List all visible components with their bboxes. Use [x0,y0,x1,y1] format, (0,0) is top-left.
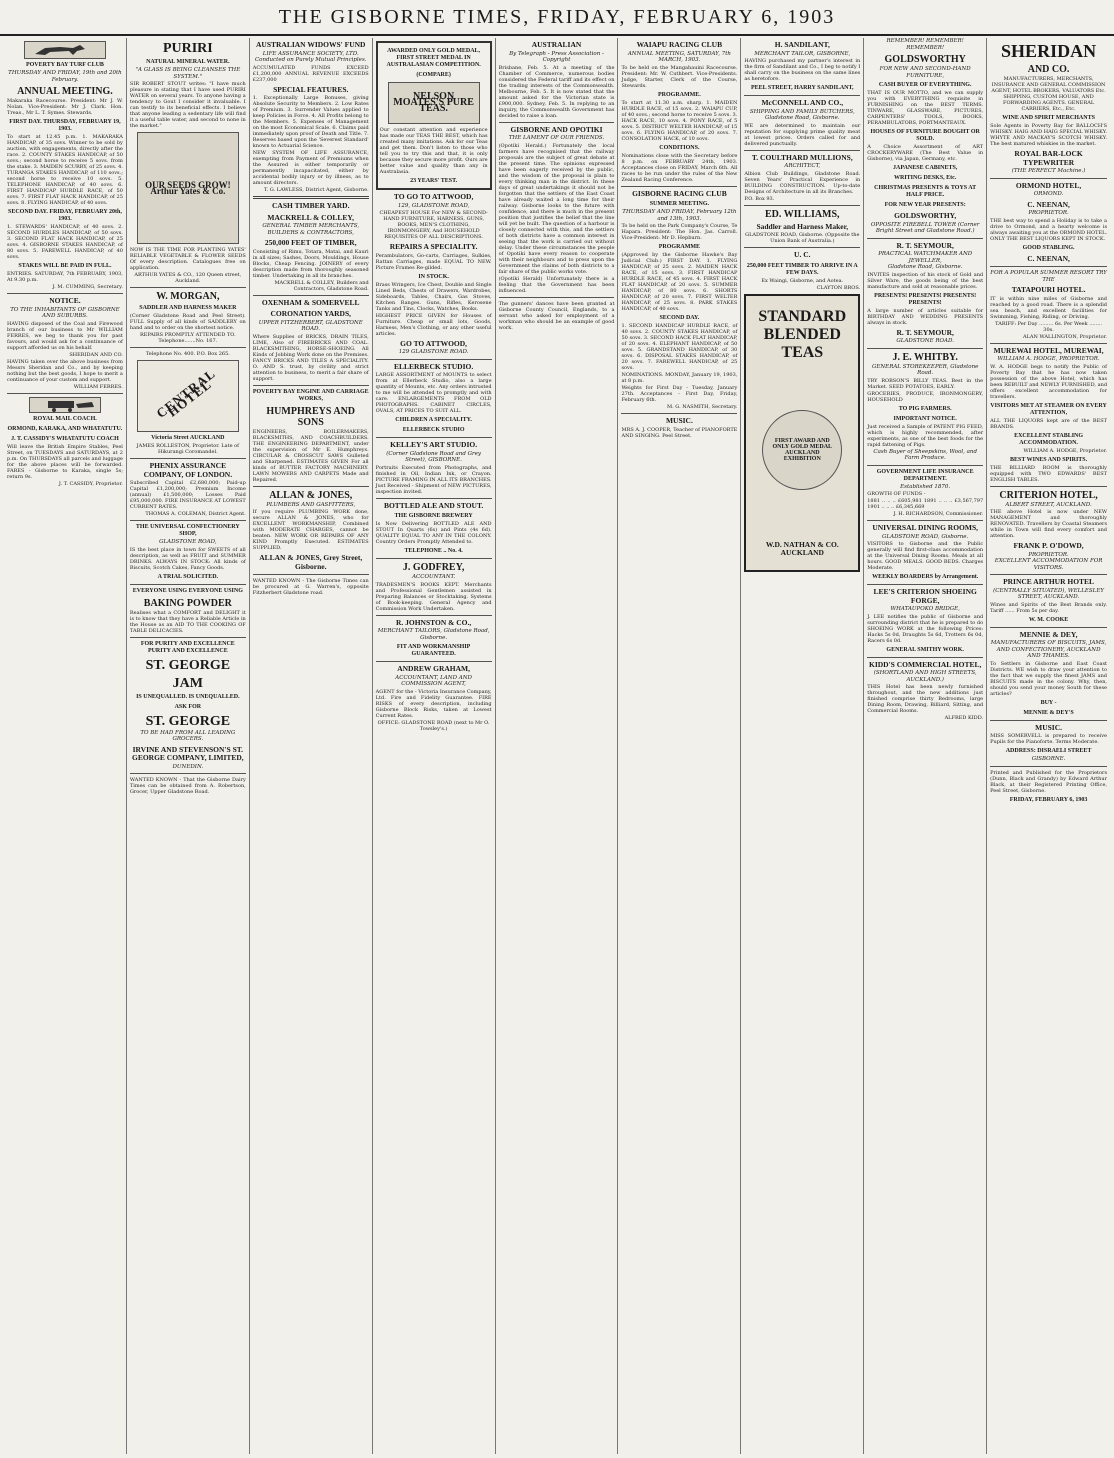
sandilant-title: H. SANDILANT, [774,40,830,49]
bottled-ale-title: BOTTLED ALE AND STOUT. [383,500,484,510]
coronation-address: UPPER FITZHERBERT, GLADSTONE ROAD. [258,319,363,332]
baking-powder-title: BAKING POWDER [143,597,232,609]
nelson-award-box: AWARDED ONLY GOLD MEDAL, FIRST STREET MEDAL IN AUSTRALASIAN COMPETITION. [386,48,481,68]
mennie-dey-body: To Settlers in Gisborne and East Coast Districts. WE wish to draw your attention to the fact that we supply the finest JAMS and BISCUITS made in the colony. Why, then, should you send your money South for these articles? [990,660,1108,697]
sandilant-subtitle: MERCHANT TAILOR, GISBORNE, [754,50,851,57]
murewai-body: W. A. HODGE begs to notify the Public of Poverty Bay that he has now taken possession of the above Hotel, which has been REBUILT and NEWLY FURNISHED, and offers excellent accommodation for travellers. [990,363,1108,400]
seymour-address: Gladstone Road, Gisborne. [887,264,963,270]
tatapouri-title: TATAPOURI HOTEL. [1011,285,1086,294]
seymour-body-2: A large number of articles suitable for BIRTHDAY AND WEDDING PRESENTS always in stock. [867,307,984,326]
ellerbeck-title: ELLERBECK STUDIO. [394,361,474,371]
kidds-hotel-title: KIDD'S COMMERCIAL HOTEL, [869,659,982,669]
purity-heading: FOR PURITY AND EXCELLENCE PURITY AND EXCELLENCE [140,640,235,654]
turf-secretary: J. M. CUMMING, Secretary. [52,284,123,290]
wanted-notice: WANTED KNOWN - That the Gisborne Dairy Times can be obtained from A. Robertson, Grocer, Upper Gladstone Road. [129,777,246,795]
whitby-cash: Cash Buyer of Sheepskins, Wool, and Farm Produce. [873,448,977,461]
tea-maker: W.D. NATHAN & CO. AUCKLAND [765,539,839,557]
criterion-body: THE above Hotel is now under NEW MANAGEMENT and thoroughly RENOVATED. Travellers by Coastal Steamers while in Town will find every comfort and attention. [990,509,1108,539]
timber-signature: MACKRELL & COLLEY, Builders and Contractors, Gladstone Road. [274,279,369,292]
coach-body: Will leave the British Empire Stables, Peel Street, on TUESDAYS and SATURDAYS, at 2 p.m. On THURSDAYS all parcels and luggage for the above places will be forwarded. FARES - Gisborne to Karaka, single 5s; return 9s. [7,443,123,480]
mullions-body: Albion Club Buildings, Gladstone Road. Seven Years' Practical Experience in BUILDING CONSTRUCTION. Up-to-date Designs of Architecture in all its Branches. [744,170,861,195]
kelleys-body: Portraits Executed from Photographs, and finished in Oil, Indian Ink, or Crayon. PICTURE FRAMING IN ALL ITS BRANCHES. Just Received - Shipment of NEW PICTURES, inspection invited. [375,464,492,495]
universal-title: THE UNIVERSAL CONFECTIONERY SHOP, [135,524,240,537]
graham-body: AGENT for the - Victoria Insurance Company, Ltd. Fire and Fidelity Guarantee. FIRE RISKS of every description, including Gisborne Block Risks, taken at Lowest Current Rates. [375,688,492,719]
australian-news-title: AUSTRALIAN [531,40,582,49]
seymour-title-2: R. T. SEYMOUR, [896,327,954,337]
ellerbeck-body: LARGE ASSORTMENT of MOUNTS to select from at Ellerbeck Studio, also a large quantity of Mounts, etc. Any orders intrusted to me will be attended to promptly and with care. ENLARGEMENTS FROM OLD PHOTOGRAPHS. CABINET CIRCLES, OVALS, AT PRICES TO SUIT ALL. [375,372,492,414]
notice-subheading: TO THE INHABITANTS OF GISBORNE AND SUBURBS. [10,306,120,319]
ormond-town: ORMOND. [1033,191,1064,197]
remember-line-1: REMEMBER! REMEMBER! [886,38,964,44]
government-insurance-title: GOVERNMENT LIFE INSURANCE DEPARTMENT. [876,468,974,482]
cash-timber-yard-title: CASH TIMBER YARD. [272,201,350,210]
johnston-title: R. JOHNSTON & CO., [395,617,472,627]
ellerbeck-title-2: ELLERBECK STUDIO [402,427,465,433]
general-smithy: GENERAL SMITHY WORK. [886,646,964,653]
clayton-signature: CLAYTON BROS. [816,284,861,291]
first-day-races: To start at 12.45 p.m. 1. MAKARAKA HANDICAP, of 35 sovs. Winner to be sold by auction, with engagements, directly after the race. 2. COUNTY STAKES HANDICAP, of 50 sovs.; second horse to receive 5 sovs. from the stake. 3. MAIDEN SCURRY, of 25 sovs. 4. TURANGA STAKES HANDICAP, of 110 sovs.; second horse to receive 10 sovs. 5. TELEPHONE HANDICAP, of 40 sovs. 6. FIRST HANDICAP HURDLE RACE, of 50 sovs. 7. FIRST FLAT HACK HANDICAP, of 25 sovs. 8. FLYING HANDICAP, of 40 sovs. [7,134,123,206]
nelson-years-test: 23 YEARS' TEST. [410,178,458,184]
printers-imprint: Printed and Published for the Proprietors (Dunn, Black and Grandy) by Edward Arthur Black, at their Registered Printing Office, Peel Street, Gisborne. [990,769,1108,794]
frank-odowd-title: FRANK P. O'DOWD, [1013,541,1084,550]
oxenham-title: OXENHAM & SOMERVELL [261,297,360,307]
column-1 [4,38,127,1454]
column-4 [373,38,496,1454]
ormond-body: THE best way to spend a Holiday is to take a drive to Ormond, and a hearty welcome is always awaiting you at the ORMOND HOTEL. ONLY THE BEST LIQUORS KEPT IN STOCK. [990,217,1108,242]
goldsworthy-subtitle: FOR NEW AND SECOND-HAND FURNITURE, [879,66,971,79]
uc-heading: U. C. [794,250,811,259]
irvine-address: DUNEDIN. [172,763,204,770]
australian-widows-title: AUSTRALIAN WIDOWS' FUND [255,40,366,49]
universal-body: IS the best place in town for SWEETS of all description, as well as FRUIT and SUMMER DRINKS. ALWAYS IN STOCK: All kinds of Biscuits, Scotch Cakes, Fancy Goods. [129,546,246,571]
attwood-title-2: GO TO ATTWOOD, [400,338,468,348]
hodge-proprietor: WILLIAM A. HODGE, PROPRIETOR. [997,356,1100,362]
column-7 [741,38,864,1454]
bottled-body: Is Now Delivering BOTTLED ALE AND STOUT In Quarts (6s) and Pints (4s 6d). QUALITY EQUAL TO ANY IN THE COLONY. Country Orders Promptly Attended to. [375,521,492,545]
summer-date: THURSDAY AND FRIDAY, February 12th and 13th, 1903. [622,209,737,222]
phenix-signature: THOMAS A. COLEMAN, District Agent. [145,511,246,517]
prince-arthur-body: Wines and Spirits of the Best Brands only. Tariff ...... From 5s per day. [990,601,1108,614]
gisborne-opotiki-title: GISBORNE AND OPOTIKI [510,124,603,134]
nelson-logo [388,82,480,124]
allan-jones-body: If you require PLUMBING WORK done, secure ALLAN & JONES, who for EXCELLENT WORKMANSHIP, Combined with MODERATE CHARGES, cannot be beaten. NEW WORK OR REPAIRS OF ANY KIND Promptly Executed. ESTIMATES SUPPLIED. [252,509,369,551]
allan-jones-title: ALLAN & JONES, [269,489,353,501]
neenan-subtitle: PROPRIETOR. [1028,210,1069,216]
universal-signature: A TRIAL SOLICITED. [157,573,219,580]
second-day-heading: SECOND DAY. FRIDAY, FEBRUARY 20th, 1903. [8,209,122,222]
japanese-cabinets: JAPANESE CABINETS, [893,165,958,171]
nelson-body: Our constant attention and experience has made our TEAS THE BEST, which has created many imitations. Ask for our Teas and get them. Don't listen to those who tell you to try this and that, it is only because they secure more profit. Ours are better value and quality than any in Australasia. [379,127,488,175]
lees-forge-address: WHATAUPOKO BRIDGE, [890,606,960,612]
music-body-2: MISS SOMERVELL is prepared to receive Pupils for the Pianoforte. Terms Moderate. [990,733,1108,745]
grocers-text: TO BE HAD FROM ALL LEADING GROCERS. [140,729,236,742]
central-telephone: Telephone No. 400. P.O. Box 265. [145,351,230,357]
mcconnell-body: WE are determined to maintain our reputation for supplying prime quality meat at lowest prices. Orders called for and delivered punctually. [744,122,861,147]
annual-meeting-title: ANNUAL MEETING. [17,86,113,97]
special-features-list: 1. Exceptionally Large Bonuses, giving Absolute Security to Members. 2. Low Rates of Premium. 3. Surrender Values applied to keep Policies in Force. 4. All Profits belong to the Members. 5. Expenses of Management on the most Economical Scale. 6. Claims paid immediately upon proof of Death and Title. 7. Reserves based upon the 'Severest Standard' known to Actuarial Science. [252,95,369,149]
australian-widows-agent: T. G. LAWLESS, District Agent, Gisborne. [264,187,369,193]
growth-rows: 1881 .. .. .. £605,981 1891 .. .. .. £3,567,797 1901 .. .. .. £6,345,669 [867,498,984,510]
godfrey-title: J. GODFREY, [402,562,465,573]
whitby-body: TRY ROBSON'S BILLY TEAS. Best in the Market. SEED POTATOES, EARLY. [867,377,984,390]
tea-award-medal [762,410,842,490]
neenan-title: C. NEENAN, [1027,199,1070,209]
coronation-body: Where Supplies of BRICKS, DRAIN TILES, LIME, Also of FIREBRICKS AND COAL. BLACKSMITHING, HORSE-SHOEING. All Kinds of Jobbing Work done on the Premises. FANCY BRICKS AND TILES A SPECIALITY. O. AND S. trust, by civility and strict attention to business, to merit a fair share of support. [252,333,369,382]
unequalled-text: IS UNEQUALLED. IS UNEQUALLED. [136,693,240,700]
morgan-subtitle: SADDLER AND HARNESS MAKER [139,305,237,311]
coach-title: ROYAL MAIL COACH. [33,415,97,422]
summer-meeting: SUMMER MEETING. [649,201,710,207]
government-signature: J. H. RICHARDSON, Commissioner. [893,511,984,517]
excellent-accommodation: EXCELLENT ACCOMMODATION FOR VISITORS. [994,558,1103,571]
first-day-heading: FIRST DAY. THURSDAY, FEBRUARY 19, 1903. [9,119,121,132]
mcconnell-title: McCONNELL AND CO., [761,98,844,107]
masthead [0,0,1114,36]
st-george-title-2: ST. GEORGE [145,713,231,729]
pig-farmers: TO PIG FARMERS. [898,405,952,412]
australian-widows-body: NEW SYSTEM OF LIFE ASSURANCE, exempting from Payment of Premiums when the Assured is either temporarily or permanently incapacitated, either by accidental bodily injury or by illness, as to amount directors. [252,150,369,186]
central-address: Victoria Street AUCKLAND [151,435,225,441]
lees-forge-title: LEE'S CRITERION SHOEING FORGE, [873,587,977,605]
standard-blended-teas-ad [744,294,860,572]
columns [4,38,1110,1454]
writing-desks: WRITING DESKS, Etc. [894,175,957,181]
waiapu-title: WAIAPU RACING CLUB [636,40,723,49]
prince-arthur-title: PRINCE ARTHUR HOTEL [1003,577,1095,586]
lees-forge-body: J. LEE notifies the public of Gisborne and surrounding district that he is prepared to do SHOEING WORK at the following Prices: Hacks 5s 0d, Draughts 5s 6d, Trotters 6s 0d, Racers 6s 0d. [867,613,984,644]
repairs-heading: REPAIRS A SPECIALITY. [389,242,478,251]
clayton-body: Ex Waingi, Gisborne, and Aotea. [761,277,844,284]
coach-route: ORMOND, KARAKA, AND WHATATUTU. [7,425,123,432]
special-features-heading: SPECIAL FEATURES. [273,84,349,94]
notice-heading: NOTICE. [49,296,81,305]
new-year-presents: FOR NEW YEAR PRESENTS: [884,202,966,208]
nelson-logo-text: NELSON MOATES'S PURE TEAS. [393,91,474,114]
column-9 [987,38,1110,1454]
baking-body: Realises what a COMFORT and DELIGHT it is to know that they have a Reliable Article in the House as an AID TO THE COOKING OF TABLE DELICACIES. [129,609,246,634]
whitby-subtitle: GENERAL STOREKEEPER, Gladstone Road. [871,363,979,376]
kelleys-title: KELLEY'S ART STUDIO. [390,440,478,449]
bottled-telephone: TELEPHONE .. No. 4. [404,548,463,554]
houses-of-furniture: HOUSES OF FURNITURE BOUGHT OR SOLD. [870,129,980,142]
poverty-bay-engine-title: POVERTY BAY ENGINE AND CARRIAGE WORKS, [252,388,369,402]
gisborne-racing-title: GISBORNE RACING CLUB [632,188,727,198]
sandilant-body: HAVING purchased my partner's interest in the firm of Sandilant and Co., I beg to notify I shall carry on the business on the same lines as heretofore. [744,58,861,82]
goldsworthy-cash: CASH BUYER OF EVERYTHING. [878,82,972,88]
johnston-subtitle: MERCHANT TAILORS, Gladstone Road, Gisborne. [377,628,490,641]
mackrell-subtitle: GENERAL TIMBER MERCHANTS, BUILDERS & CONTRACTORS, [262,223,360,236]
programme-heading: PROGRAMME [658,244,701,250]
attwood-address: 129, GLADSTONE ROAD, [397,202,470,209]
allan-jones-subtitle: PLUMBERS AND GASFITTERS, [266,501,356,508]
stakes-notice: STAKES WILL BE PAID IN FULL. [18,263,112,269]
sheridan-title: SHERIDAN [1001,41,1097,61]
seeds-address: ARTHUR YATES & CO., 120 Queen street, Auckland. [134,272,242,284]
waiapu-body: To be held on the Mangahauini Racecourse. President: Mr. W. Cuthbert. Vice-Presidents. Judge, Starter, Clerk of the Course, Stewards. [621,64,738,89]
liquors-brands: ALL THE LIQUORS kept are of the BEST BRANDS. [990,417,1108,430]
music-note: The gunners' dances have been granted at Gisborne County Council, Englands, to a servant who asked for employment of a workman who should be an example of good work. [498,300,615,331]
goldsworthy-choice: A Choice Assortment of ART CROCKERYWARE (The Best Value in Gisborne), via Japan, Germany, etc. [867,144,984,162]
important-notice: IMPORTANT NOTICE. [893,415,957,422]
sheridan-body-2: Sole Agents in Poverty Bay for BALLOCH'S WHISKY. HAIG AND HAIG SPECIAL WHISKY. WHYTE AND MACKAY'S SCOTCH WHISKY. The best matured whiskies in the market. [990,123,1108,147]
timber-body: Consisting of Rimu, Totara, Matai, and Kauri in all sizes; Sashes, Doors, Mouldings, House Blocks, Cheap Fencing. JOINERY of every description made from thoroughly seasoned timber. Undertaking in all its branches. [252,248,369,279]
phenix-title: PHENIX ASSURANCE COMPANY, OF LONDON. [143,461,233,479]
coronation-yards-title: CORONATION YARDS, [270,309,352,318]
conditions-heading: CONDITIONS. [659,144,700,151]
tea-award-text: FIRST AWARD AND ONLY GOLD MEDAL AUCKLAND EXHIBITION [772,438,833,462]
tatapouri-signature: ALAN WALLINGTON, Proprietor. [1022,333,1108,340]
williams-title: ED. WILLIAMS, [765,208,840,220]
remember-line-2: REMEMBER! [906,44,945,51]
mcconnell-subtitle: SHIPPING AND FAMILY BUTCHERS, Gladstone Road, Gisborne. [749,108,855,121]
murewai-title: MUREWAI HOTEL, MUREWAI, [993,345,1104,355]
second-day-body: 1. SECOND HANDICAP HURDLE RACE, of 40 sovs. 2. COUNTY STAKES HANDICAP, of 50 sovs. 3. SECOND HACK FLAT HANDICAP, of 20 sovs. 4. ELEPHANT HANDICAP, of 50 sovs. 5. GRANDSTAND HANDICAP, of 30 sovs. 6. DISPOSAL STAKES HANDICAP, of 20 sovs. 7. FAREWELL HANDICAP, of 25 sovs. [621,323,738,371]
mennie-dey-title-2: MENNIE & DEY'S [1023,709,1074,716]
turf-club-title: POVERTY BAY TURF CLUB [25,62,104,68]
williams-subtitle: Saddler and Harness Maker, [756,221,849,231]
whitby-title: J. E. WHITBY. [892,351,958,363]
neenan-title-2: C. NEENAN, [1027,253,1070,263]
nelson-tea-ad [376,41,492,190]
central-hotel-banner-text: CENTRAL HOTEL [153,365,219,421]
irvine-title: IRVINE AND STEVENSON'S ST. GEORGE COMPANY, LIMITED, [131,744,244,762]
in-stock-heading: IN STOCK. [418,273,449,280]
allan-jones-signature: ALLAN & JONES, Grey Street, Gisborne. [259,553,363,571]
timber-feet-heading: 250,000 FEET OF TIMBER, [264,238,357,247]
hodge-signature: WILLIAM A. HODGE, Proprietor. [1023,447,1108,454]
visitors-met: VISITORS MET AT STEAMER ON EVERY ATTENTION, [990,402,1107,416]
cooke-signature: W. M. COOKE [1028,616,1069,623]
puriri-quote: "A GLASS IS BEING CLEANSES THE SYSTEM." [135,67,241,80]
masthead-title: THE GISBORNE TIMES, FRIDAY, FEBRUARY 6, 1903 [278,5,836,28]
footer-date: FRIDAY, FEBRUARY 6, 1903 [1009,796,1088,803]
column-8 [864,38,987,1454]
universal-dining-body: VISITORS to Gisborne and the Public generally will find first-class accommodation at the Universal Dining Rooms. Meals at all hours. GOOD MEALS. GOOD BEDS. Charges Moderate. [867,541,984,571]
yates-seeds-art-text: OUR SEEDS GROW! Arthur Yates & Co. [145,180,231,196]
prince-arthur-address: (CENTRALLY SITUATED), WELLESLEY STREET, AUCKLAND. [993,587,1104,600]
sheridan-body: MANUFACTURERS, MERCHANTS, INSURANCE AND GENERAL COMMISSION AGENT, HOTEL BROKERS, VALUATORS Etc. SHIPPING, CUSTOM HOUSE, AND FORWARDING AGENTS. GENERAL CARRIERS, Etc., Etc. [991,76,1106,112]
programme-body: (Approved by the Gisborne Hawke's Bay Judicial Club.) FIRST DAY. 1. FLYING HANDICAP, of 25 sovs. 2. MAIDEN HACK RACE, of 15 sovs. 3. FIRST HANDICAP HURDLE RACE, of 45 sovs. 4. FIRST HACK FLAT HANDICAP, of 20 sovs. 5. SUMMER HANDICAP, of 80 sovs. 6. SHORTS HANDICAP, of 20 sovs. 7. FIRST WELTER HANDICAP, of 25 sovs. 8. PARK STAKES HANDICAP, of 40 sovs. [621,252,738,312]
seeds-body: NOW IS THE TIME FOR PLANTING YATES' RELIABLE VEGETABLE & FLOWER SEEDS Of every description. Catalogues free on application. [129,247,246,271]
ask-for-text: ASK FOR [174,703,202,710]
nominations: NOMINATIONS. MONDAY, January 19, 1903, at 8 p.m. [621,372,738,384]
column-3 [250,38,373,1454]
seymour-body: INVITES inspection of his stock of Gold and Silver Ware, the goods being of the best manufacture and sold at reasonable prices. [867,271,984,290]
yates-seeds-illustration [137,132,239,244]
godfrey-subtitle: ACCOUNTANT. [412,574,456,580]
central-proprietor: JAMES ROLLESTON, Proprietor. Late of Hikurangi Coromandel. [136,443,239,455]
universal-address: GLADSTONE ROAD, [159,539,217,545]
australian-news-body: Brisbane, Feb. 5. At a meeting of the Chamber of Commerce, numerous bodies considered the Federal tariff and its effect on the trading interests of the Commonwealth. Melbourne, Feb. 5. It is now stated that the amount asked for the Victorian state is £900,000. Sydney, Feb. 5. In replying to an inquiry, the Commonwealth Government has decided to raise a loan. [498,64,615,119]
goldsworthy-title: GOLDSWORTHY [884,54,966,65]
seymour-address-2: GLADSTONE ROAD. [896,338,954,344]
seymour-subtitle: PRACTICAL WATCHMAKER AND JEWELLER, [878,251,973,264]
presents-heading: PRESENTS! PRESENTS! PRESENTS! PRESENTS! [874,292,977,306]
mullions-title: T. COULTHARD MULLIONS, [751,152,853,162]
lament-continued: (Opotiki Herald) Unfortunately there is a feeling that the Government has been influenced. [498,275,615,294]
best-wines: BEST WINES AND SPIRITS. [1009,456,1088,463]
racing-horse-illustration [24,41,106,59]
puriri-body: SIR ROBERT STOUT writes: "I have much pleasure in stating that I have used PURIRI WATER on several years. To anyone having a tendency to Gout I consider it invaluable. I can testify to its beneficial effects. I believe that anyone leading a sedentary life will find it a useful table water, and second to none in the market." [129,81,246,129]
in-stock-body: Brass Wringers, Ice Chest, Double and Single Lined Beds, Chests of Drawers, Wardrobes, Sideboards, Tables, Chairs, Gas Stoves, Kitchen Ranges. Guns, Rifles, Kerosene Tanks and Tins, Clocks, Watches, Books. [375,281,492,312]
good-stabling: GOOD STABLING. [1022,244,1075,251]
music-heading-2: MUSIC. [1035,722,1063,732]
waiapu-races: To start at 11.30 a.m. sharp. 1. MAIDEN HURDLE RACE, of 15 sovs. 2. WAIAPU CUP, of 40 sovs.; second horse to receive 5 sovs. 3. HACK RACE, 10 sovs. 4. PONY RACE, of 5 sovs. 5. DISTRICT WELTER HANDICAP, of 15 sovs. 6. FLYING HANDICAP, of 20 sovs. 7. CONSOLATION HACK, of 10 sovs. [621,99,738,142]
goldsworthy-address: OPPOSITE FIREBELL TOWER (Corner Bright Street and Gladstone Road.) [870,221,980,234]
fit-workmanship: FIT AND WORKMANSHIP GUARANTEED. [396,644,471,657]
st-george-title: ST. GEORGE [145,657,231,673]
music-heading: MUSIC. [665,416,693,425]
graham-subtitle: ACCOUNTANT, LAND AND COMMISSION AGENT, [395,674,472,687]
lament-subtitle: THE LAMENT OF OUR FRIENDS. [508,135,605,141]
attwood-title: TO GO TO ATTWOOD, [393,192,474,201]
notice2-body: HAVING taken over the above business from Messrs Sheridan and Co., and by keeping nothing but the best goods, I hope to merit a continuance of your custom and support. [7,358,123,383]
second-day-heading-2: SECOND DAY. [659,315,700,321]
mullions-box: P.O. Box 93. [744,195,775,202]
goldsworthy-body: THAT IS OUR MOTTO, and we can supply you with EVERYTHING requisite in FURNISHING on the BEST TERMS. TINWARE, GLASSWARE, PICTURES, CARPENTERS' TOOLS, BOOKS, PERAMBULATORS, PORTMANTEAUX. [867,90,984,126]
mackrell-title: MACKRELL & COLLEY, [267,212,355,222]
whitby-body-2: Just received a Sample of PATENT PIG FEED, which is highly recommended, after experiments, as one of the best foods for the rapid fattening of Pigs. [867,423,984,448]
nelson-compare: (COMPARE) [416,72,451,78]
children-speciality: CHILDREN A SPECIALITY. [395,417,472,423]
graham-address: OFFICE: GLADSTONE ROAD (next to Mr O. Towsley's.) [377,719,490,732]
kelleys-address: (Corner Gladstone Road and Grey Street), GISBORNE. [386,450,482,463]
tatapouri-tariff: TARIFF: Per Day ......... 6s. Per Week ........ 30s. [995,320,1102,333]
goldsworthy-title-2: GOLDSWORTHY, [894,211,957,220]
humphreys-title: HUMPHREYS AND SONS [266,405,356,428]
telegraph-line: By Telegraph - Press Association - Copyright [509,50,604,63]
sheridan-and-co: AND CO. [1027,64,1070,75]
frank-odowd-subtitle: PROPRIETOR. [1028,551,1069,558]
timber-arrival: 250,000 FEET TIMBER TO ARRIVE IN A FEW DAYS. [746,262,858,276]
wine-merchants: WINE AND SPIRIT MERCHANTS [1002,115,1095,121]
mail-coach-illustration [29,397,101,413]
perambulators-text: Perambulators, Go-carts, Carriages, Sulkies, Rattan Carriages, made EQUAL TO NEW. Picture Frames Re-gilded. [375,252,492,271]
excellent-stabling: EXCELLENT STABLING ACCOMMODATION. [1014,432,1084,446]
column-2 [127,38,250,1454]
jam-title: JAM [172,675,203,691]
notice-body: HAVING disposed of the Coal and Firewood branch of our business to Mr WILLIAM FERRES, we beg to thank you for past favours, and would ask for a continuance of support afforded us on his behalf. [7,320,123,351]
column-6 [618,38,741,1454]
australian-widows-subtitle: LIFE ASSURANCE SOCIETY, LTD. Conducted on Purely Mutual Principles. [254,50,367,63]
waiapu-annual: ANNUAL MEETING, SATURDAY, 7th MARCH, 1903. [627,50,731,63]
royal-bar-lock-title: ROYAL BAR-LOCK TYPEWRITER [1014,149,1083,167]
criterion-address: ALBERT STREET, AUCKLAND. [1005,501,1092,508]
using-heading: EVERYONE USING EVERYONE USING [132,587,243,594]
mennie-dey-subtitle: MANUFACTURERS OF BISCUITS, JAMS, AND CONFECTIONERY, AUCKLAND AND THAMES. [990,640,1107,659]
sandilant-peel: PEEL STREET, HARRY SANDILANT, [751,85,854,91]
music-body: MRS A. J. COOPER, Teacher of PIANOFORTE AND SINGING. Peel Street. [621,426,738,439]
morgan-telephone: REPAIRS PROMPTLY ATTENDED TO. Telephone.......No. 167. [139,332,236,344]
turf-club-dates: THURSDAY AND FRIDAY, 19th and 20th February. [8,70,122,83]
attwood-cheapest: CHEAPEST HOUSE For NEW & SECOND-HAND FURNITURE, HARNESS, GUNS, BOOKS, MEN'S CLOTHING, IRONMONGERY, And HOUSEHOLD REQUISITES OF ALL DESCRIPTIONS. [379,210,488,240]
notice2-signature: WILLIAM FERRES. [73,383,123,390]
central-hotel-banner [137,360,239,432]
attwood-address-2: 129 GLADSTONE ROAD. [398,349,469,355]
tatapouri-body: IT is within nine miles of Gisborne and reached by a good road. There is a splendid sea beach, and excellent facilities for Swimming, Fishing, Riding, or Driving. [990,295,1108,320]
lament-body: (Opotiki Herald.) Fortunately the local farmers have recognised that the railway proposals are the subject of great debate at the present time. The opinions expressed have been eagerly received by the public, and the wisdom of the proposal is plain to every thinking man in the district. In these days of great undertakings it should not be forgotten that the settlers of the East Coast have already waited a long time for their railway. Gisborne looks to the future with confidence, and there is much in the present position that justifies the belief that the line will yet be built. The question of a harbour is closely connected with this, and the settlers of both districts have a common interest in seeing that the work is carried out without delay. Under these circumstances the people of Opotiki have every reason to cooperate with their neighbours and to press upon the Government the claims of both districts to a fair share of the public works vote. [498,142,615,275]
weights: Weights for First Day - Tuesday, January 27th. Acceptances - First Day, Friday, February 6th. [621,385,738,403]
highest-price-text: HIGHEST PRICE GIVEN for Houses of Furniture. Cheap or small lots, Goods, Harness, Men's Clothing, or any other useful articles. [375,312,492,337]
turf-officials: Makaraka Racecourse. President: Mr J. W. Nolan. Vice-President: Mr J. Clark. Hon. Treas., Mr L. T. Symes. Stewards. [7,98,123,116]
graham-title: ANDREW GRAHAM, [397,664,470,673]
kidds-hotel-signature: ALFRED KIDD. [944,715,984,721]
coach-owner: J. T. CASSIDY'S WHATATUTU COACH [11,435,119,442]
humphreys-body: ENGINEERS, BOILERMAKERS, BLACKSMITHS, AND COACHBUILDERS. THE ENGINEERING DEPARTMENT, under the supervision of Mr E. Humphreys. CIRCULAR & CROSSCUT SAWS Gulleted and Sharpened. ESTIMATES GIVEN For all kinds of BUTTER FACTORY MACHINERY. LAWN MOWERS AND CARPETS Made and Repaired. [252,428,369,483]
coach-signature: J. T. CASSIDY, Proprietor. [58,480,123,487]
tea-title: STANDARD BLENDED TEAS [758,307,847,361]
seymour-title: R. T. SEYMOUR, [896,240,954,250]
summer-body: To be held on the Park Company's Course, Te Hapara. President: The Hon. Jas. Carroll. Vice-President: Mr D. Hepburn. [621,223,738,241]
popular-resort: FOR A POPULAR SUMMER RESORT TRY THE [990,270,1107,283]
billiard-room: THE BILLIARD ROOM is thoroughly equipped with TWO EDWARDS' BEST ENGLISH TABLES. [990,464,1108,483]
kidds-hotel-body: THIS Hotel has been newly furnished throughout, and the new additions just finished comprise thirty Bedrooms, large Dining Room, Drawing, Billiard, Sitting, and Commercial Rooms. [867,684,984,714]
growth-heading: GROWTH OF FUNDS - [867,491,926,497]
weekly-boarders: WEEKLY BOARDERS by Arrangement. [872,574,979,580]
criterion-hotel-title: CRITERION HOTEL, [999,489,1098,501]
whitby-groceries: GROCERIES, PRODUCE, IRONMONGERY, HOUSEHOLD [867,390,984,403]
entries-notice: ENTRIES. SATURDAY, 7th FEBRUARY, 1903, At 9.30 p.m. [7,271,123,283]
williams-address: GLADSTONE ROAD, Gisborne. (Opposite the Union Bank of Australia.) [745,232,860,244]
godfrey-body: TRADESMEN'S BOOKS KEPT. Merchants and Professional Gentlemen assisted in Preparing Balances or Stocktaking. Systems of Book-keeping. General Agency and Commission Work Undertaken. [375,581,492,612]
conditions-body: Nominations close with the Secretary before 8 p.m. on FEBRUARY 24th, 1903. Acceptances close on FRIDAY, March 6th. All races to be run under the rules of the New Zealand Racing Conference. [621,152,738,183]
universal-dining-title: UNIVERSAL DINING ROOMS, [872,523,978,532]
buy-heading: BUY - [1040,699,1057,706]
phenix-body: Subscribed Capital £2,680,000; Paid-up Capital £1,200,000; Premium Income (annual) £1,500,000; Losses Paid £95,000,000. FIRE INSURANCE AT LOWEST CURRENT RATES. [129,480,246,510]
puriri-subtitle: NATURAL MINERAL WATER. [146,59,230,65]
somervell-address: ADDRESS: DISRAELI STREET [1005,748,1092,754]
government-established: Established 1870. [900,483,951,490]
ormond-hotel-title: ORMOND HOTEL, [1015,180,1082,190]
column-5 [496,38,619,1454]
second-day-races: 1. STEWARDS' HANDICAP, of 40 sovs. 2. SECOND HURDLES HANDICAP, of 50 sovs. 3. SECOND FLAT HACK HANDICAP, of 25 sovs. 4. GISBORNE STAKES HANDICAP, of 80 sovs. 5. FAREWELL HANDICAP, of 40 sovs. [7,224,123,260]
wanted-notice-2: WANTED KNOWN - The Gisborne Times can be procured at G. Warren's, opposite Fitzherbert Gladstone road. [252,578,369,596]
australian-widows-funds: ACCUMULATED FUNDS EXCEED £1,200,000 ANNUAL REVENUE EXCEEDS £237,000 [252,64,369,83]
christmas-presents: CHRISTMAS PRESENTS & TOYS AT HALF PRICE. [874,185,977,198]
somervell-town: GISBORNE. [1031,756,1066,762]
universal-dining-address: GLADSTONE ROAD, Gisborne. [882,533,969,540]
morgan-title: W. MORGAN, [156,291,220,302]
nominations-signature: M. G. NASMITH, Secretary. [667,404,738,410]
waiapu-programme: PROGRAMME. [657,91,701,98]
mullions-subtitle: ARCHITECT, [784,163,821,169]
kidds-hotel-address: (SHORTLAND AND HIGH STREETS, AUCKLAND.) [873,670,977,683]
royal-bar-lock-subtitle: (THE PERFECT Machine.) [1011,168,1086,174]
notice-signature: SHERIDAN AND CO. [69,351,123,358]
brewery-name: THE GISBORNE BREWERY [394,513,473,519]
mennie-dey-title: MENNIE & DEY, [1019,629,1078,639]
puriri-title: PURIRI [162,41,213,56]
morgan-body: (Corner Gladstone Road and Peel Street). FULL Supply of all kinds of SADDLERY on hand and to order on the shortest notice. [129,313,246,331]
